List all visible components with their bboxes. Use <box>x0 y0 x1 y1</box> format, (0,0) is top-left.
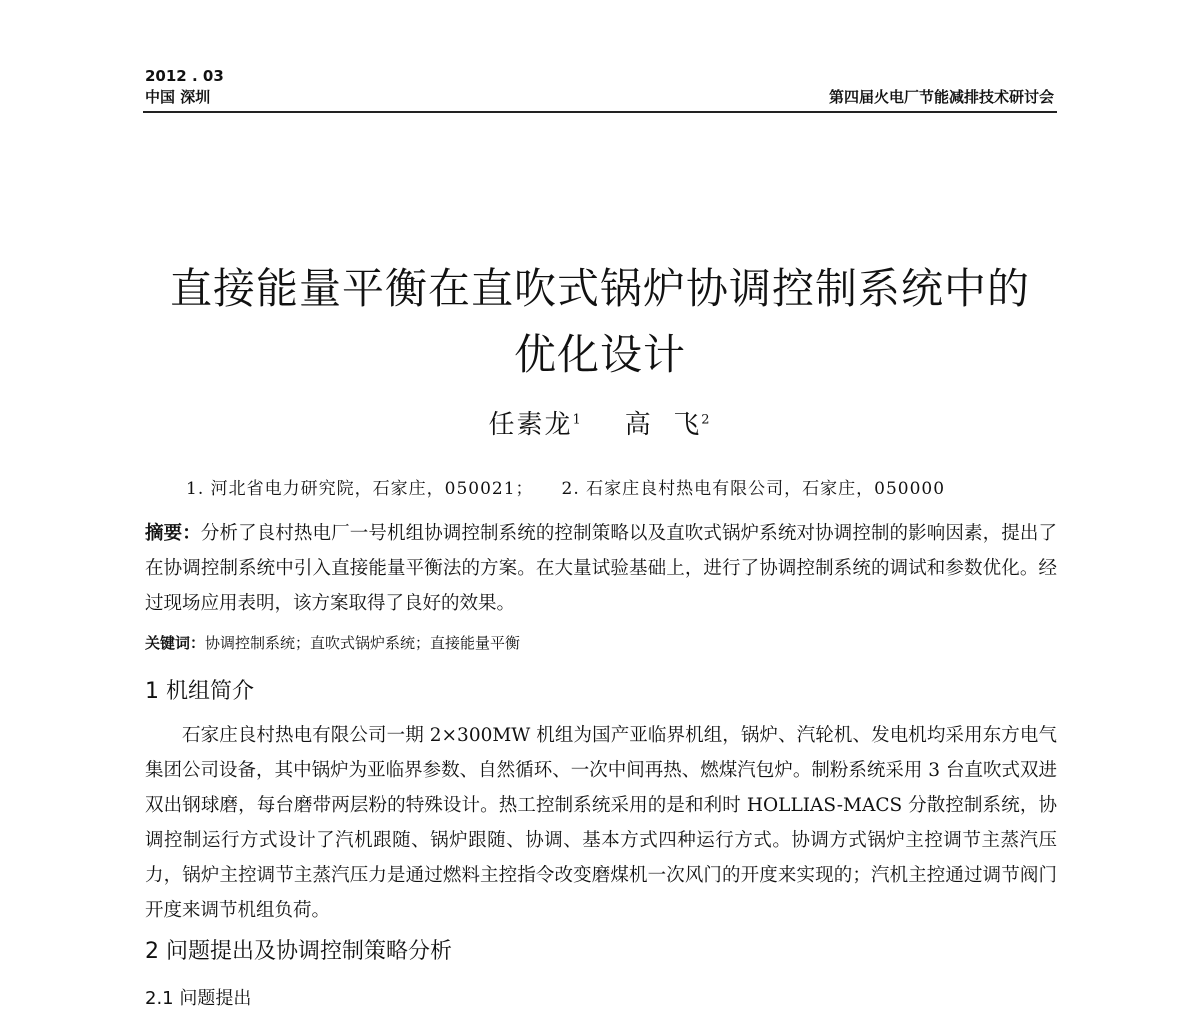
author-list <box>0 404 1200 441</box>
author-name: 任素龙 <box>488 410 573 440</box>
header-date: 2012 . 03 <box>145 67 224 85</box>
keywords-text: 协调控制系统；直吹式锅炉系统；直接能量平衡 <box>205 634 521 652</box>
header-location: 中国 深圳 <box>145 88 211 106</box>
header-rule <box>143 111 1057 113</box>
paper-title-line1: 直接能量平衡在直吹式锅炉协调控制系统中的 <box>169 264 1030 313</box>
abstract <box>145 516 1057 621</box>
section-body: 石家庄良村热电有限公司一期 2×300MW 机组为国产亚临界机组，锅炉、汽轮机、发电机均采用东方电气集团公司设备，其中锅炉为亚临界参数、自然循环、一次中间再热、燃煤汽包炉。制粉系统采用 3 台直吹式双进双出钢球磨，每台磨带两层粉的特殊设计。热工控制系统采用的是和利时 HOLLIAS-MACS 分散控制系统，协调控制运行方式设计了汽机跟随、锅炉跟随、协调、基本方式四种运行方式。协调方式锅炉主控调节主蒸汽压力，锅炉主控调节主蒸汽压力是通过燃料主控指令改变磨煤机一次风门的开度来实现的；汽机主控通过调节阀门开度来调节机组负荷。 <box>145 725 1057 921</box>
keywords <box>145 632 520 653</box>
header-conference: 第四届火电厂节能减排技术研讨会 <box>828 88 1054 106</box>
keywords-label: 关键词： <box>145 634 206 652</box>
affiliation-item: 1. 河北省电力研究院，石家庄，050021； <box>186 479 534 499</box>
author-name: 高 飞 <box>624 410 702 440</box>
section-heading: 2 问题提出及协调控制策略分析 <box>145 939 452 964</box>
author-affil-mark: 1 <box>572 412 583 428</box>
section-heading: 1 机组简介 <box>145 679 254 704</box>
affiliations <box>186 474 945 499</box>
subsection-heading: 2.1 问题提出 <box>145 988 252 1009</box>
author-affil-mark: 2 <box>701 412 712 428</box>
abstract-label: 摘要： <box>145 523 201 544</box>
paper-title-line2: 优化设计 <box>513 330 686 379</box>
affiliation-item: 2. 石家庄良村热电有限公司，石家庄，050000 <box>561 479 946 499</box>
header-meta <box>145 66 224 108</box>
abstract-text: 分析了良村热电厂一号机组协调控制系统的控制策略以及直吹式锅炉系统对协调控制的影响因素，提出了在协调控制系统中引入直接能量平衡法的方案。在大量试验基础上，进行了协调控制系统的调试和参数优化。经过现场应用表明，该方案取得了良好的效果。 <box>145 523 1057 614</box>
